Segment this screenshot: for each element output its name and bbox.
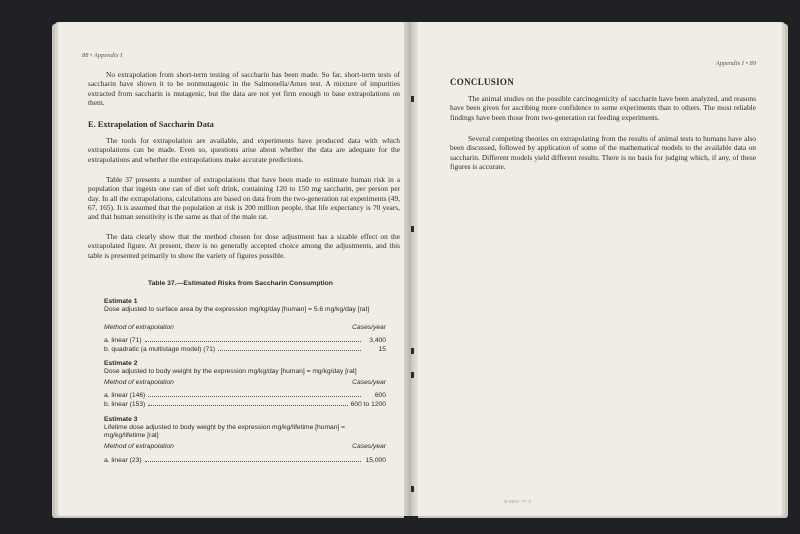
estimate-block xyxy=(104,416,384,441)
dot-leader xyxy=(218,345,361,351)
paragraph-table-intro: Table 37 presents a number of extrapolations that have been made to estimate human risk in a population that ingests one can of diet soft drink, containing 120 to 150 mg saccharin, per person per day. In all the extrapolations, calculations are based on data from the two-generation rat experiments (49, 67, 165). It is assumed that the population at risk is 200 million people, that life expectancy is 70 years, and that human sensitivity is the same as that of the male rat. xyxy=(88,175,400,222)
table-row xyxy=(104,400,386,408)
conclusion-paragraph-2: Several competing theories on extrapolating from the results of animal tests to humans have also been discussed, followed by application of some of the mathematical models to the available data on saccharin. Different models yield different results. There is no basis for judging which, if any, of these figures is accurate. xyxy=(450,134,756,171)
estimate-description: Dose adjusted to body weight by the expression mg/kg/day [human] = mg/kg/day [rat] xyxy=(104,368,357,376)
row-value: 15 xyxy=(378,346,386,353)
paragraph-tools: The tools for extrapolation are available, and experiments have produced data with which extrapolations can be made. Even so, questions arise about whether the data are adequate for the extrapolations and whether the extrapolations make accurate predictions. xyxy=(88,136,400,164)
method-header: Method of extrapolation xyxy=(104,443,174,450)
row-label: a. linear (71) xyxy=(104,337,142,344)
gutter-tick xyxy=(411,372,414,378)
gutter-tick xyxy=(411,486,414,492)
estimate-name: Estimate 1 xyxy=(104,298,138,305)
section-heading: E. Extrapolation of Saccharin Data xyxy=(88,120,214,129)
row-label: b. quadratic (a multistage model) (71) xyxy=(104,346,216,353)
intro-paragraph: No extrapolation from short-term testing of saccharin has been made. So far, short-term tests of saccharin have shown it to be nonmutagenic in the Salmonella/Ames test. A mixture of impurities extracted from saccharin is mutagenic, but the data are not yet firm enough to base extrapolations on them. xyxy=(88,70,400,107)
table-row xyxy=(104,391,386,399)
dot-leader xyxy=(148,400,347,406)
cases-header: Cases/year xyxy=(352,443,386,450)
right-page xyxy=(412,22,782,516)
dot-leader xyxy=(145,336,361,342)
gutter-tick xyxy=(411,348,414,354)
table-row xyxy=(104,456,386,464)
left-page xyxy=(58,22,410,516)
row-label: a. linear (23) xyxy=(104,457,142,464)
conclusion-paragraph-1: The animal studies on the possible carcinogenicity of saccharin have been analyzed, and reasons have been given for ascribing more confidence to some experiments than to others. The most reliable findings have been those from two-generation rat feeding experiments. xyxy=(450,94,756,122)
row-label: a. linear (146) xyxy=(104,392,146,399)
gutter-tick xyxy=(411,96,414,102)
table-row xyxy=(104,336,386,344)
estimate-name: Estimate 2 xyxy=(104,360,138,367)
row-value: 600 xyxy=(374,392,386,399)
cases-header: Cases/year xyxy=(352,324,386,331)
column-headers xyxy=(104,324,386,331)
table-row xyxy=(104,345,386,353)
estimate-description: Lifetime dose adjusted to body weight by the expression mg/kg/lifetime [human] = mg/kg/lifetime [rat] xyxy=(104,424,346,440)
gutter-tick xyxy=(411,226,414,232)
estimate-block xyxy=(104,360,384,376)
column-headers xyxy=(104,379,386,386)
paragraph-dose-adjustment: The data clearly show that the method chosen for dose adjustment has a sizable effect on the extrapolated figure. At present, there is no generally accepted choice among the adjustments, and this table is presented primarily to show the variety of figures possible. xyxy=(88,232,400,260)
row-value: 15,000 xyxy=(365,457,386,464)
row-value: 3,400 xyxy=(369,337,386,344)
print-code: 91-034 O - 77 - 8 xyxy=(504,500,531,504)
left-page-header: 88 • Appendix I xyxy=(82,52,123,59)
conclusion-heading: CONCLUSION xyxy=(450,77,515,87)
method-header: Method of extrapolation xyxy=(104,379,174,386)
table-title: Table 37.—Estimated Risks from Saccharin Consumption xyxy=(148,280,333,287)
dot-leader xyxy=(145,456,361,462)
estimate-block xyxy=(104,298,384,314)
estimate-name: Estimate 3 xyxy=(104,416,138,423)
cases-header: Cases/year xyxy=(352,379,386,386)
estimate-description: Dose adjusted to surface area by the expression mg/kg/day [human] = 5.6 mg/kg/day [rat] xyxy=(104,306,370,314)
right-page-header: Appendix I • 89 xyxy=(715,60,756,67)
method-header: Method of extrapolation xyxy=(104,324,174,331)
row-value: 600 to 1200 xyxy=(350,401,386,408)
row-label: b. linear (153) xyxy=(104,401,146,408)
column-headers xyxy=(104,443,386,450)
dot-leader xyxy=(148,391,361,397)
